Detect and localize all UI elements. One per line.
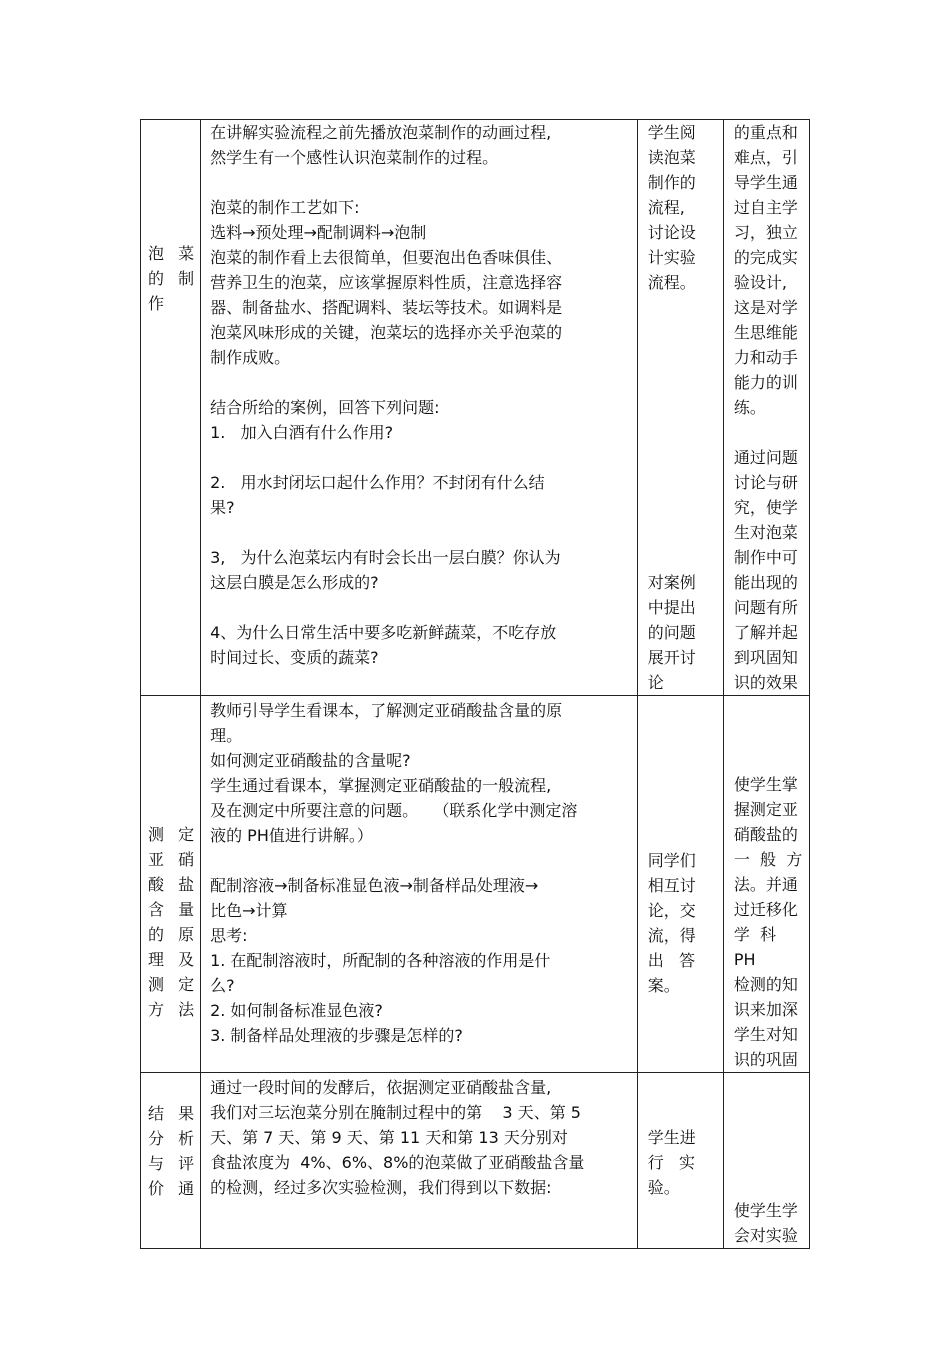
intent-line: 学 科 PH: [733, 925, 792, 969]
intent-line: 学生对知: [733, 1025, 798, 1044]
blank-line: [648, 545, 719, 570]
content-line: 1. 在配制溶液时，所配制的各种溶液的作用是什: [210, 951, 551, 970]
topic-line: 的 原: [148, 925, 195, 944]
content-line: 天、第 7 天、第 9 天、第 11 天和第 13 天分别对: [210, 1128, 568, 1147]
content-line: 结合所给的案例，回答下列问题:: [210, 398, 440, 417]
student-line: 出 答: [647, 951, 695, 970]
content-line: 3. 制备样品处理液的步骤是怎样的?: [210, 1026, 463, 1045]
blank-line: [210, 370, 631, 395]
blank-line: [734, 747, 807, 772]
content-line: 如何测定亚硝酸盐的含量呢?: [210, 751, 411, 770]
student-activity-cell: [637, 696, 723, 1073]
content-line: 选料→预处理→配制调料→泡制: [210, 223, 427, 242]
intent-line: 到巩固知: [733, 648, 798, 667]
student-line: 的问题: [647, 623, 696, 642]
topic-line: 理 及: [148, 950, 195, 969]
student-line: 读泡菜: [647, 148, 696, 167]
intent-line: 检测的知: [733, 975, 798, 994]
content-line: 3, 为什么泡菜坛内有时会长出一层白膜？你认为: [210, 548, 561, 567]
content-line: 通过一段时间的发酵后，依据测定亚硝酸盐含量,: [210, 1078, 552, 1097]
intent-line: 识来加深: [733, 1000, 798, 1019]
blank-line: [210, 445, 631, 470]
content-line: 的检测，经过多次实验检测，我们得到以下数据:: [210, 1178, 552, 1197]
blank-line: [648, 445, 719, 470]
content-line: 1. 加入白酒有什么作用?: [210, 423, 394, 442]
content-line: 泡菜的制作看上去很简单，但要泡出色香味俱佳、: [210, 248, 563, 267]
design-intent: [724, 1073, 809, 1248]
design-intent: [724, 696, 809, 1072]
blank-line: [210, 595, 631, 620]
blank-line: [648, 798, 719, 823]
student-line: 行 实: [647, 1153, 695, 1172]
section-content: [201, 1073, 637, 1200]
content-line: 在讲解实验流程之前先播放泡菜制作的动画过程,: [210, 123, 552, 142]
intent-line: 使学生掌: [733, 775, 798, 794]
intent-line: 生对泡菜: [733, 523, 798, 542]
intent-line: 硝酸盐的: [733, 825, 798, 844]
content-line: 么?: [210, 976, 235, 995]
content-line: 及在测定中所要注意的问题。 （联系化学中测定溶: [210, 801, 578, 820]
table-row: [141, 1073, 810, 1249]
topic-line: 含 量: [148, 900, 195, 919]
student-line: 验。: [647, 1178, 680, 1197]
content-line: 然学生有一个感性认识泡菜制作的过程。: [210, 148, 499, 167]
student-line: 展开讨: [647, 648, 696, 667]
design-intent-cell: [723, 1073, 809, 1249]
student-activity: [638, 120, 723, 695]
student-line: 流程。: [647, 273, 696, 292]
blank-line: [648, 823, 719, 848]
content-line: 教师引导学生看课本，了解测定亚硝酸盐含量的原: [210, 701, 563, 720]
blank-line: [648, 495, 719, 520]
topic-line: 与 评: [148, 1154, 195, 1173]
intent-line: 过自主学: [733, 198, 798, 217]
intent-line: 的完成实: [733, 248, 798, 267]
intent-line: 习，独立: [733, 223, 798, 242]
blank-line: [648, 370, 719, 395]
student-line: 学生进: [647, 1128, 696, 1147]
intent-line: 制作中可: [733, 548, 798, 567]
intent-line: 难点，引: [733, 148, 798, 167]
intent-line: 握测定亚: [733, 800, 798, 819]
section-topic: [141, 1073, 200, 1201]
design-intent-cell: [723, 696, 809, 1073]
content-line: 果?: [210, 498, 235, 517]
student-activity-cell: [637, 1073, 723, 1249]
design-intent: [724, 120, 809, 695]
blank-line: [648, 520, 719, 545]
content-line: 这层白膜是怎么形成的?: [210, 573, 379, 592]
topic-cell: [141, 120, 201, 696]
blank-line: [648, 320, 719, 345]
intent-line: 导学生通: [733, 173, 798, 192]
intent-line: 问题有所: [733, 598, 798, 617]
student-line: 制作的: [647, 173, 696, 192]
content-line: 泡菜风味形成的关键，泡菜坛的选择亦关乎泡菜的: [210, 323, 563, 342]
content-line: 我们对三坛泡菜分别在腌制过程中的第 3 天、第 5: [210, 1103, 581, 1122]
blank-line: [648, 420, 719, 445]
content-line: 配制溶液→制备标准显色液→制备样品处理液→: [210, 876, 539, 895]
intent-line: 能力的训: [733, 373, 798, 392]
design-intent-cell: [723, 120, 809, 696]
blank-line: [648, 698, 719, 723]
student-line: 论: [647, 673, 664, 692]
student-line: 案。: [647, 976, 680, 995]
blank-line: [734, 420, 807, 445]
content-line: 制作成败。: [210, 348, 291, 367]
intent-line: 验设计,: [733, 273, 787, 292]
content-line: 比色→计算: [210, 901, 288, 920]
student-line: 相互讨: [647, 876, 696, 895]
blank-line: [210, 170, 631, 195]
blank-line: [210, 848, 631, 873]
content-line: 液的 PH值进行讲解。）: [210, 826, 373, 845]
student-line: 对案例: [647, 573, 696, 592]
student-activity-cell: [637, 120, 723, 696]
topic-cell: [141, 1073, 201, 1249]
content-line: 泡菜的制作工艺如下:: [210, 198, 360, 217]
intent-line: 使学生学: [733, 1201, 798, 1220]
intent-line: 法。并通: [733, 875, 798, 894]
section-topic: [141, 120, 200, 316]
table-row: [141, 696, 810, 1073]
content-cell: [201, 1073, 638, 1249]
content-line: 时间过长、变质的蔬菜?: [210, 648, 379, 667]
student-line: 中提出: [647, 598, 696, 617]
student-line: 计实验: [647, 248, 696, 267]
topic-line: 价通: [148, 1179, 195, 1198]
topic-line: 作: [148, 294, 165, 313]
content-line: 2. 用水封闭坛口起什么作用？不封闭有什么结: [210, 473, 545, 492]
intent-line: 了解并起: [733, 623, 798, 642]
content-line: 4、为什么日常生活中要多吃新鲜蔬菜，不吃存放: [210, 623, 557, 642]
blank-line: [648, 345, 719, 370]
lesson-plan-table: [140, 119, 810, 1249]
blank-line: [648, 748, 719, 773]
blank-line: [734, 722, 807, 747]
student-line: 论，交: [647, 901, 696, 920]
content-line: 2. 如何制备标准显色液?: [210, 1001, 383, 1020]
content-line: 营养卫生的泡菜，应该掌握原料性质，注意选择容: [210, 273, 563, 292]
topic-line: 方法: [148, 1000, 195, 1019]
student-activity: [638, 696, 723, 998]
student-line: 学生阅: [647, 123, 696, 142]
section-topic: [141, 696, 200, 1022]
section-content: [201, 120, 637, 670]
intent-line: 生思维能: [733, 323, 798, 342]
topic-line: 亚 硝: [148, 850, 195, 869]
student-line: 流程,: [647, 198, 685, 217]
intent-line: 一 般 方: [733, 850, 803, 869]
topic-line: 测 定: [148, 825, 195, 844]
topic-line: 测 定: [148, 975, 195, 994]
content-line: 学生通过看课本，掌握测定亚硝酸盐的一般流程,: [210, 776, 552, 795]
topic-line: 的 制: [148, 269, 195, 288]
blank-line: [648, 723, 719, 748]
intent-line: 力和动手: [733, 348, 798, 367]
intent-line: 究，使学: [733, 498, 798, 517]
intent-line: 讨论与研: [733, 473, 798, 492]
content-line: 理。: [210, 726, 243, 745]
content-line: 食盐浓度为 4%、6%、8%的泡菜做了亚硝酸盐含量: [210, 1153, 585, 1172]
content-line: 思考:: [210, 926, 248, 945]
topic-line: 泡 菜: [148, 244, 195, 263]
table-row: [141, 120, 810, 696]
blank-line: [648, 395, 719, 420]
intent-line: 识的巩固: [733, 1050, 798, 1069]
intent-line: 练。: [733, 398, 766, 417]
student-line: 同学们: [647, 851, 696, 870]
blank-line: [648, 295, 719, 320]
intent-line: 过迁移化: [733, 900, 798, 919]
topic-line: 分 析: [148, 1129, 195, 1148]
student-line: 讨论设: [647, 223, 696, 242]
intent-line: 通过问题: [733, 448, 798, 467]
topic-cell: [141, 696, 201, 1073]
intent-line: 能出现的: [733, 573, 798, 592]
blank-line: [210, 520, 631, 545]
content-cell: [201, 696, 638, 1073]
topic-line: 酸 盐: [148, 875, 195, 894]
content-cell: [201, 120, 638, 696]
topic-line: 结 果: [148, 1104, 195, 1123]
content-line: 器、制备盐水、搭配调料、装坛等技术。如调料是: [210, 298, 563, 317]
student-line: 流，得: [647, 926, 696, 945]
section-content: [201, 696, 637, 1048]
student-activity: [638, 1073, 723, 1200]
intent-line: 的重点和: [733, 123, 798, 142]
intent-line: 会对实验: [733, 1226, 798, 1245]
blank-line: [648, 470, 719, 495]
intent-line: 这是对学: [733, 298, 798, 317]
intent-line: 识的效果: [733, 673, 798, 692]
blank-line: [648, 773, 719, 798]
